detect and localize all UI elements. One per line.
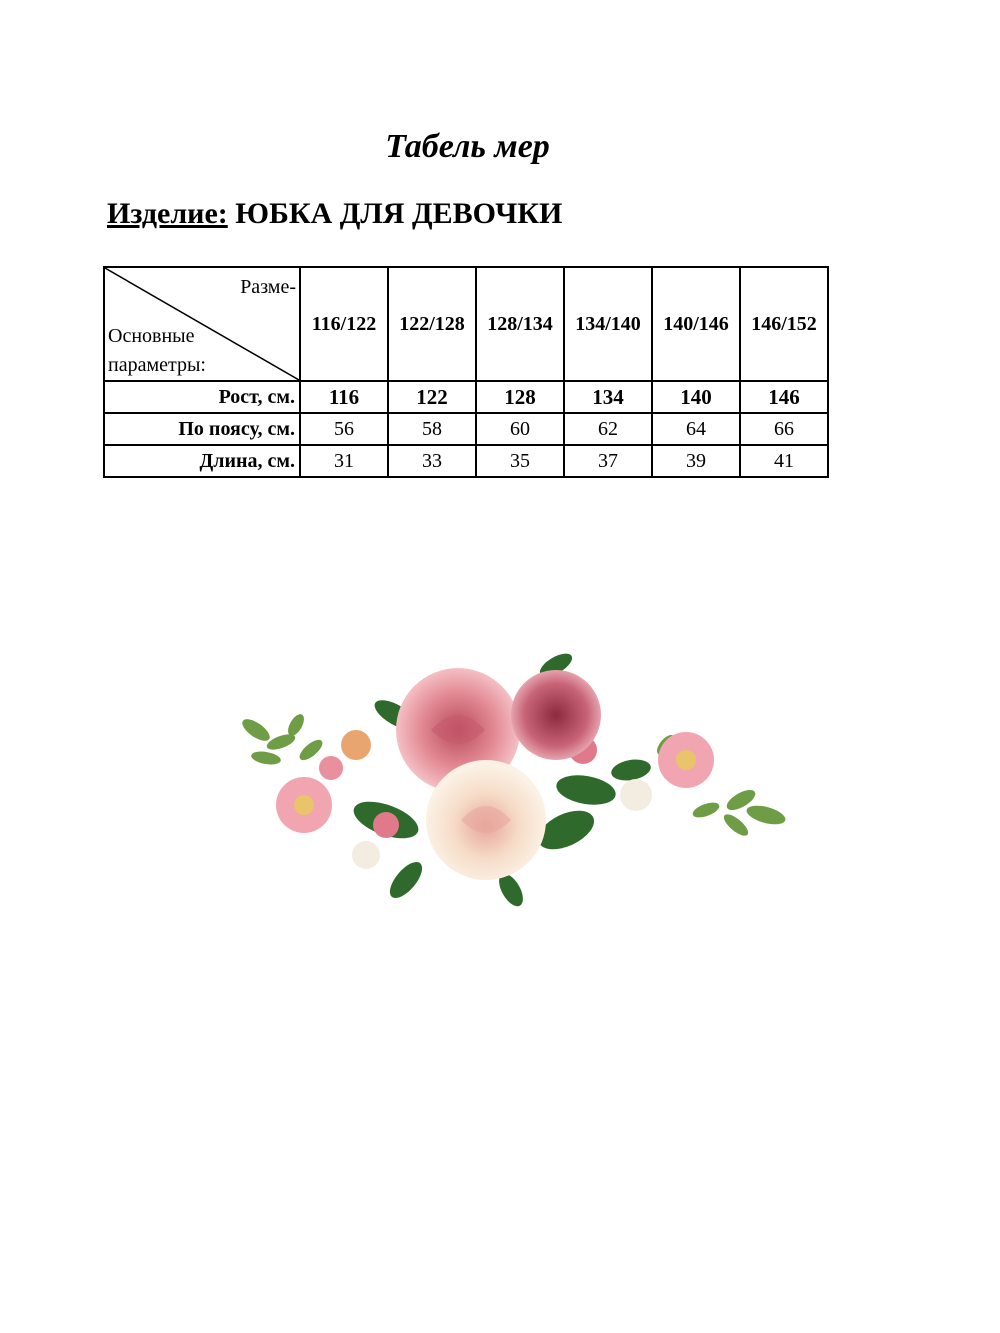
header-params-line-2: параметры: [108, 354, 206, 376]
table-cell: 41 [740, 445, 828, 477]
table-cell: 33 [388, 445, 476, 477]
table-cell: 56 [300, 413, 388, 445]
table-cell: 37 [564, 445, 652, 477]
product-line [107, 197, 562, 231]
document-title: Табель мер [385, 128, 550, 165]
table-cell: 35 [476, 445, 564, 477]
table-cell: 122 [388, 381, 476, 413]
product-name: ЮБКА ДЛЯ ДЕВОЧКИ [235, 197, 563, 230]
flower-bouquet-illustration [236, 650, 796, 915]
header-params-line-1: Основные [108, 325, 195, 347]
table-cell: 62 [564, 413, 652, 445]
row-label: По поясу, см. [104, 413, 300, 445]
row-label: Длина, см. [104, 445, 300, 477]
table-cell: 31 [300, 445, 388, 477]
product-label: Изделие: [107, 197, 228, 230]
size-header: 116/122 [300, 267, 388, 381]
header-size-label: Разме- [240, 276, 296, 298]
table-cell: 140 [652, 381, 740, 413]
table-row [104, 413, 828, 445]
table-cell: 66 [740, 413, 828, 445]
table-header-row [104, 267, 828, 381]
table-cell: 64 [652, 413, 740, 445]
row-label: Рост, см. [104, 381, 300, 413]
size-header: 140/146 [652, 267, 740, 381]
table-cell: 116 [300, 381, 388, 413]
diagonal-header-cell [104, 267, 300, 381]
header-params-label [108, 322, 206, 380]
table-cell: 146 [740, 381, 828, 413]
size-header: 122/128 [388, 267, 476, 381]
table-cell: 39 [652, 445, 740, 477]
table-cell: 58 [388, 413, 476, 445]
table-cell: 128 [476, 381, 564, 413]
table-row [104, 445, 828, 477]
table-row [104, 381, 828, 413]
size-header: 128/134 [476, 267, 564, 381]
table-cell: 60 [476, 413, 564, 445]
size-header: 134/140 [564, 267, 652, 381]
size-chart-table [103, 266, 829, 478]
size-header: 146/152 [740, 267, 828, 381]
table-cell: 134 [564, 381, 652, 413]
